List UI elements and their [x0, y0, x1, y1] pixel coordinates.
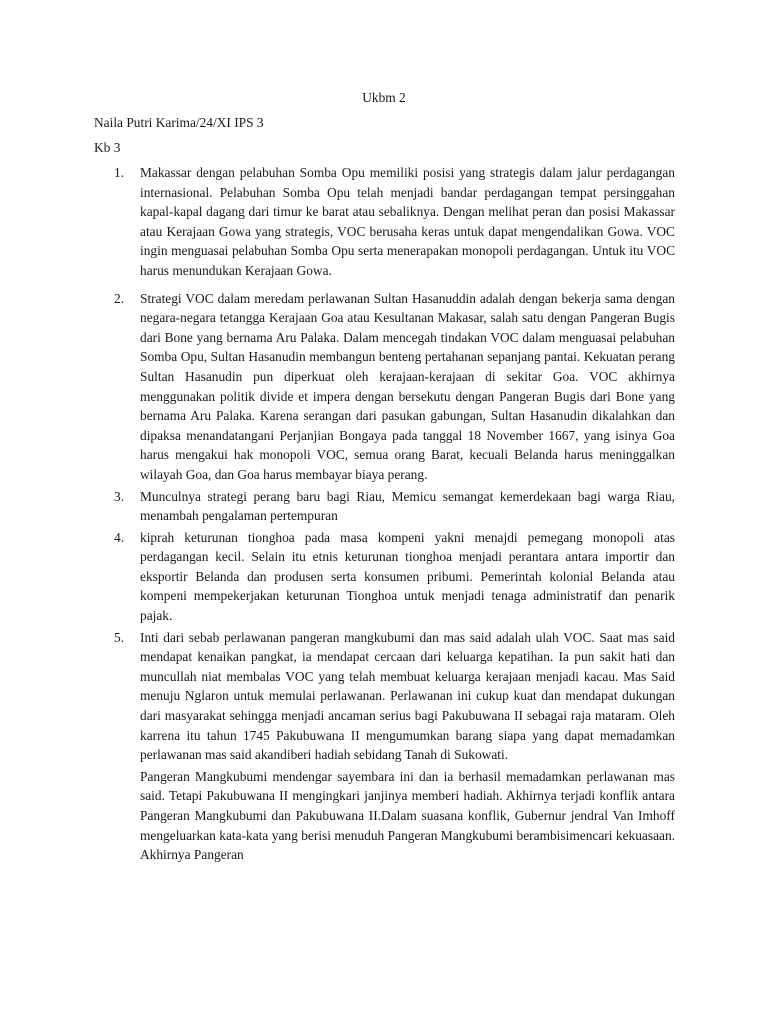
continuation-paragraph: Pangeran Mangkubumi mendengar sayembara ini dan ia berhasil memadamkan perlawanan mas said. Tetapi Pakubuwana II mengingkari janjinya memberi hadiah. Akhirnya terjadi konflik antara Pangeran Mangkubumi dan Pakubuwana II.Dalam suasana konflik, Gubernur jendral Van Imhoff mengeluarkan kata-kata yang berisi menuduh Pangeran Mangkubumi berambisimencari kekuasaan. Akhirnya Pangeran	[140, 768, 675, 863]
list-number: 3.	[114, 488, 125, 504]
continuation-block	[0, 767, 768, 865]
list-number: 1.	[114, 165, 125, 180]
list-number: 5.	[114, 629, 125, 645]
answer-list	[0, 163, 768, 865]
list-item-text: kiprah keturunan tionghoa pada masa kompeni yakni menajdi pemegang monopoli atas perdagangan kecil. Selain itu etnis keturunan tionghoa menjadi perantara antara importir dan eksportir Belanda dan produsen serta konsumen pribumi. Pemerintah kolonial Belanda atau kompeni mempekerjakan keturunan Tionghoa untuk menjadi tenaga administratif dan penarik pajak.	[140, 529, 675, 624]
list-item-text: Munculnya strategi perang baru bagi Riau, Memicu semangat kemerdekaan bagi warga Riau, menambah pengalaman pertempuran	[140, 488, 675, 524]
list-item	[114, 487, 675, 526]
list-item	[114, 628, 675, 765]
author-line: Naila Putri Karima/24/XI IPS 3	[94, 115, 264, 130]
list-number: 2.	[114, 290, 125, 306]
document-title: Ukbm 2	[362, 90, 406, 105]
list-item-text: Strategi VOC dalam meredam perlawanan Sultan Hasanuddin adalah dengan bekerja sama dengan negara-negara tetangga Kerajaan Goa atau Kesultanan Makasar, salah satu dengan Pangeran Bugis dari Bone yang bernama Aru Palaka. Dalam mencegah tindakan VOC dalam menguasai pelabuhan Somba Opu, Sultan Hasanudin membangun benteng pertahanan sepanjang pantai. Kekuatan perang Sultan Hasanudin pun diperkuat oleh kerajaan-kerajaan di sekitar Goa. VOC akhirnya menggunakan politik divide et impera dengan bersekutu dengan Pangeran Bugis dari Bone yang bernama Aru Palaka. Karena serangan dari pasukan gabungan, Sultan Hasanudin dikalahkan dan dipaksa menandatangani Perjanjian Bongaya pada tanggal 18 November 1667, yang isinya Goa harus mengakui hak monopoli VOC, semua orang Barat, kecuali Belanda harus meninggalkan wilayah Goa, dan Goa harus membayar biaya perang.	[140, 290, 675, 482]
list-item-text: Makassar dengan pelabuhan Somba Opu memiliki posisi yang strategis dalam jalur perdagangan internasional. Pelabuhan Somba Opu telah menjadi bandar perdagangan tempat persinggahan kapal-kapal dagang dari timur ke barat atau sebaliknya. Dengan melihat peran dan posisi Makassar atau Kerajaan Gowa yang strategis, VOC berusaha keras untuk dapat mengendalikan Gowa. VOC ingin menguasai pelabuhan Somba Opu serta menerapakan monopoli perdagangan. Untuk itu VOC harus menundukan Kerajaan Gowa.	[140, 165, 675, 278]
section-label: Kb 3	[94, 140, 121, 155]
list-item	[114, 289, 675, 485]
list-number: 4.	[114, 529, 125, 545]
list-item	[114, 163, 675, 281]
list-item-text: Inti dari sebab perlawanan pangeran mangkubumi dan mas said adalah ulah VOC. Saat mas said mendapat kenaikan pangkat, ia mendapat cercaan dari keluarga kepatihan. Ia pun sakit hati dan muncullah niat membalas VOC yang telah membuat keluarga kerajaan menjadi kacau. Mas Said menuju Nglaron untuk memulai perlawanan. Perlawanan ini cukup kuat dan mendapat dukungan dari masyarakat sehingga menjadi ancaman serius bagi Pakubuwana II sebagai raja mataram. Oleh karrena itu tahun 1745 Pakubuwana II mengumumkan barang siapa yang dapat memadamkan perlawanan mas said akandiberi hadiah sebidang Tanah di Sukowati.	[140, 629, 675, 763]
list-item	[114, 528, 675, 626]
